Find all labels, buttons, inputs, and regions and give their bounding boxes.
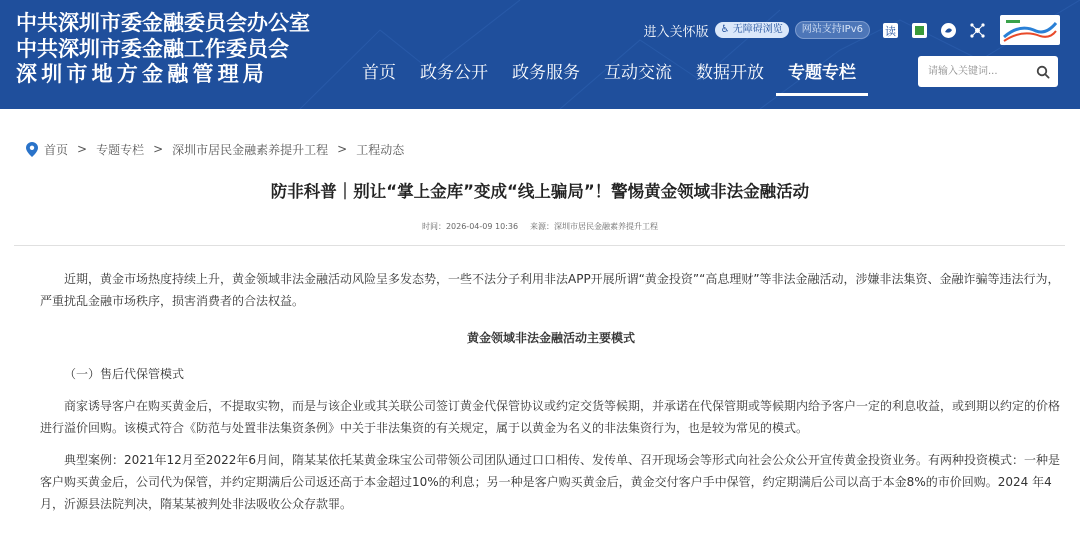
article-meta xyxy=(0,221,1080,232)
search-box xyxy=(918,56,1058,87)
breadcrumb xyxy=(26,140,404,158)
breadcrumb-separator: > xyxy=(153,142,164,156)
search-input[interactable] xyxy=(918,56,1028,87)
main-nav xyxy=(350,54,868,96)
ipv6-badge: 网站支持IPv6 xyxy=(795,21,870,39)
article-source: 来源：深圳市居民金融素养提升工程 xyxy=(530,222,659,231)
accessibility-icon: ♿ xyxy=(720,24,730,35)
title-divider xyxy=(14,245,1065,246)
location-pin-icon xyxy=(26,142,38,157)
breadcrumb-home[interactable]: 首页 xyxy=(44,142,69,157)
header-toolbar xyxy=(644,13,1060,47)
shenzhen-logo[interactable] xyxy=(1000,15,1060,45)
nav-home[interactable]: 首页 xyxy=(362,63,396,83)
nav-open-data[interactable]: 数据开放 xyxy=(696,63,764,83)
article-title: 防非科普｜别让“掌上金库”变成“线上骗局”！警惕黄金领域非法金融活动 xyxy=(270,182,810,201)
article-paragraph-2: 典型案例：2021年12月至2022年6月间，隋某某依托某黄金珠宝公司带领公司团队通过口口相传、发传单、召开现场会等形式向社会公众公开宣传黄金投资业务。有两种投资模式：一种是客户购买黄金后，公司代为保管，并约定期满后公司返还高于本金超过10%的利息；另一种是客户购买黄金后，黄金交付客户手中保管，约定期满后公司以高于本金8%的市价回购。2024 年4月，沂源县法院判决，隋某某被判处非法吸收公众存款罪。 xyxy=(40,453,1060,511)
svg-text:读: 读 xyxy=(885,24,896,38)
network-icon[interactable] xyxy=(969,22,986,39)
search-icon xyxy=(1036,65,1050,79)
app-icon[interactable] xyxy=(911,22,928,39)
care-mode-link[interactable]: 进入关怀版 xyxy=(643,24,709,40)
accessibility-badge-label: 无障碍浏览 xyxy=(732,24,783,35)
site-header xyxy=(0,0,1080,109)
article-time: 时间：2026-04-09 10:36 xyxy=(421,222,519,231)
nav-interaction[interactable]: 互动交流 xyxy=(604,63,672,83)
breadcrumb-special-topics[interactable]: 专题专栏 xyxy=(96,142,145,157)
breadcrumb-project-news[interactable]: 工程动态 xyxy=(356,142,405,157)
organization-names xyxy=(16,11,310,88)
article-paragraph-1: 商家诱导客户在购买黄金后，不提取实物，而是与该企业或其关联公司签订黄金代保管协议或约定交货等候期，并承诺在代保管期或等候期内给予客户一定的利息收益，或到期以约定的价格进行溢价回购。该模式符合《防范与处置非法集资条例》中关于非法集资的有关规定，属于以黄金为名义的非法集资行为，也是较为常见的模式。 xyxy=(40,399,1061,435)
org-name-2: 中共深圳市委金融工作委员会 xyxy=(16,36,289,61)
org-name-1: 中共深圳市委金融委员会办公室 xyxy=(16,11,310,35)
search-button[interactable] xyxy=(1028,56,1058,87)
nav-government-affairs[interactable]: 政务公开 xyxy=(420,63,488,83)
nav-special-topics[interactable]: 专题专栏 xyxy=(776,54,868,96)
article-subheading: 黄金领域非法金融活动主要模式 xyxy=(466,331,635,345)
wechat-icon[interactable] xyxy=(882,22,899,39)
breadcrumb-literacy-project[interactable]: 深圳市居民金融素养提升工程 xyxy=(172,142,329,157)
nav-government-services[interactable]: 政务服务 xyxy=(512,63,580,83)
breadcrumb-separator: > xyxy=(337,142,348,156)
accessibility-badge[interactable] xyxy=(715,22,789,38)
article-intro: 近期，黄金市场热度持续上升，黄金领域非法金融活动风险呈多发态势，一些不法分子利用非法APP开展所谓“黄金投资”“高息理财”等非法金融活动，涉嫌非法集资、金融诈骗等违法行为，严重扰乱金融市场秩序，损害消费者的合法权益。 xyxy=(40,272,1060,308)
section-heading: （一）售后代保管模式 xyxy=(64,367,185,381)
breadcrumb-separator: > xyxy=(77,142,88,156)
org-name-3: 深圳市地方金融管理局 xyxy=(16,62,268,86)
article-body xyxy=(40,268,1062,515)
weibo-icon[interactable] xyxy=(940,22,957,39)
